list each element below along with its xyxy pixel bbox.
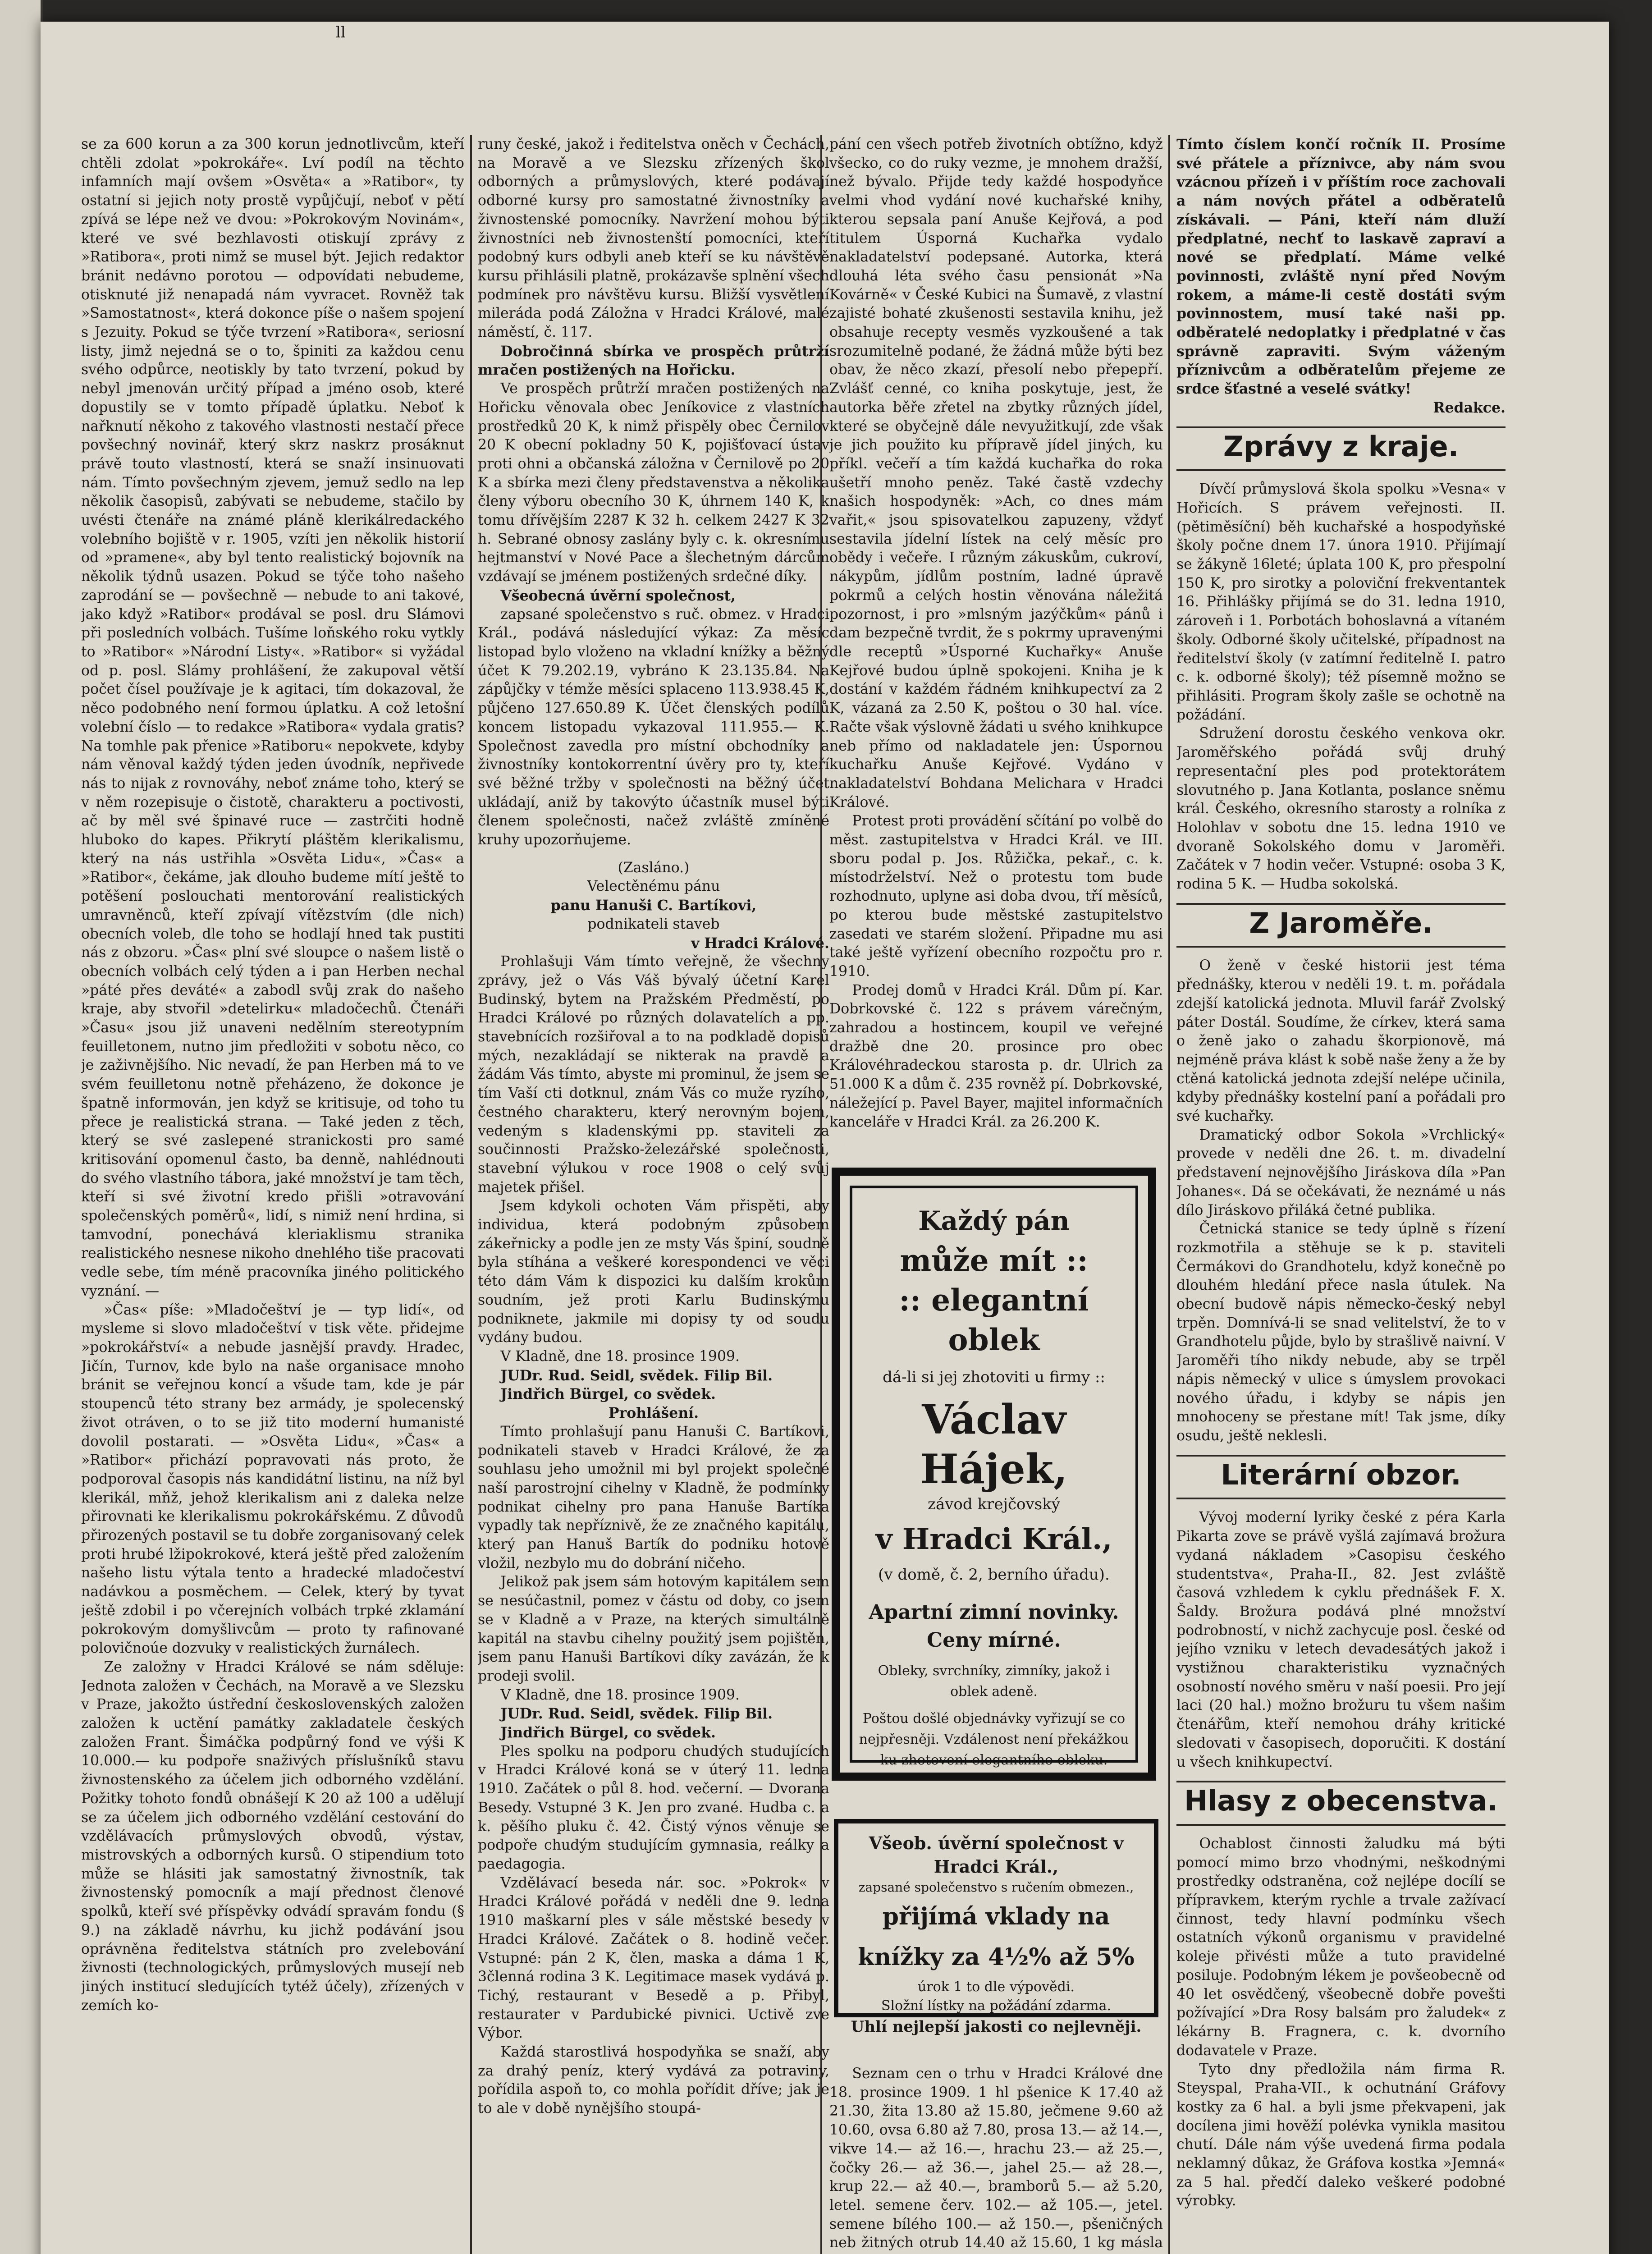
- section-heading: Z Jaroměře.: [1249, 906, 1433, 939]
- column-rule: [1168, 135, 1170, 2254]
- article-paragraph: Prohlašuji Vám tímto veřejně, že všechny zprávy, jež o Vás Váš bývalý účetní Karel Budinský, bytem na Pražském Předměstí, po Hradci Králové po různých dolavatelích a pp. stavebnících rozšiřoval a to na podkladě dopisů mých, nezakládají se nikterak na pravdě a žádám Vás tímto, abyste mi prominul, že jsem se tím Vaší cti dotknul, znám Vás co muže ryzího, čestného charakteru, který nerovným bojem, vedeným s kladenskými pp. staviteli za součinnosti Pražsko-železářské společnosti, stavební výlukou v roce 1908 o celý svůj majetek přišel.: [478, 953, 829, 1196]
- ad-line: Složní lístky na požádání zdarma.: [881, 1998, 1112, 2014]
- ad-line: Každý pán: [918, 1205, 1070, 1236]
- section-heading: Hlasy z obecenstva.: [1184, 1784, 1498, 1818]
- article-paragraph: Dramatický odbor Sokola »Vrchlický« provede v neděli dne 26. t. m. divadelní představení nejnovějšího Jiráskova díla »Pan Johanes«. Dá se očekávati, že neznámé u nás dílo Jiráskovo přiláká četné publika.: [1176, 1127, 1506, 1219]
- article-paragraph: pání cen všech potřeb životních obtížno, když všecko, co do ruky vezme, je mnohem dražší, než bývalo. Přijde tedy každé hospodyňce velmi vhod vydání nové kuchařské knihy, kterou sepsala paní Anuše Kejřová, a pod titulem Úsporná Kuchařka vydalo nakladatelství podepsané. Autorka, která dlouhá léta svého času pensionát »Na Kovárně« v České Kubici na Šumavě, z vlastní zajisté bohaté zkušenosti sestavila knihu, jež obsahuje recepty vesměs vyzkoušené a tak srozumitelně podané, že žádná může býti bez obav, že něco zkazí, přesolí nebo přepepří. Zvlášť cenné, co kniha poskytuje, jest, že autorka běře zřetel na zbytky různých jídel, které se obyčejně dále nevyužitkují, zde však je jich použito ku přípravě jídel jiných, ku příkl. večeří a tím každá kuchařka do roka ušetří mnoho peněz. Také častě vzdechy našich hospodyněk: »Ach, co dnes mám vařit,« jsou spisovatelkou zapuzeny, vždyť sestavila jídelní lístek na celý měsíc pro obědy i večeře. I různým zákuskům, cukroví, nákypům, jídlům postním, ladné úpravě pokrmů a celých hostin věnována náležitá pozornost, i pro »mlsným jazýčkům« pánů i dam bezpečně tvrdit, že s pokrmy upravenými dle receptů »Úsporné Kuchařky« Anuše Kejřové budou úplně spokojeni. Kniha je k dostání v každém řádném knihkupectví za 2 K, vázaná za 2.50 K, poštou o 30 hal. více. Račte však výslovně žádati u svého knihkupce neb přímo od nakladatele jen: Úspornou kuchařku Anuše Kejřové. Vydáno v nakladatelství Bohdana Melichara v Hradci Králové.: [829, 136, 1163, 811]
- article-paragraph: Prodej domů v Hradci Král. Dům pí. Kar. Dobrkovské č. 122 s právem várečným, zahradou a hostincem, koupil ve veřejné dražbě dne 20. prosince pro obec Královéhradeckou starosta p. dr. Ulrich za 51.000 K a dům č. 235 rovněž pí. Dobrkovské, náležející p. Pavel Bayer, majitel informačních kanceláře v Hradci Král. za 26.200 K.: [829, 982, 1163, 1130]
- article-paragraph: Ze založny v Hradci Králové se nám sděluje: Jednota založen v Čechách, na Moravě a ve Slezsku v Praze, jakožto ústřední československých založen založen k uctění památky zakladatele českých založen Frant. Šimáčka podpůrný fond ve výši K 10.000.— ku podpoře snaživých příslušníků stavu živnostenského za účelem jich odborného vzdělání. Požitky tohoto fondů obnášejí K 20 až 100 a udělují se za účelem jich odborného vzdělání cestování do vzdělávacích průmyslových obvodů, výstav, mistrovských a odborných kursů. O stipendium toto může se hlásiti jak samostatný živnostník, tak živnostenský pomocník a mají přednost členové spolků, kteří své příspěvky odvádí spravám fondu (§ 9.) na základě návrhu, ku jichž podávání jsou oprávněna ředitelstva státních pro zvelebování živnosti (technologických, průmyslových musejí neb jiných institucí sledujících tytéž účely), zřízených v zemích ko-: [81, 1658, 464, 2014]
- address-line: v Hradci Králové.: [691, 935, 829, 952]
- article-paragraph: runy české, jakož i ředitelstva oněch v Čechách, na Moravě a ve Slezsku zřízených škol odborných a průmyslových, které podávají odborné kursy pro samostatné živnostníky a živnostenské pomocníky. Navržení mohou býti živnostníci neb živnostenští pomocníci, kteří podobný kurs odbyli aneb kteří se ku návštěvě kursu přihlásili platně, prokázavše splnění všech podmínek pro návštěvu kursu. Bližší vysvětlení mileráda podá Záložna v Hradci Králové, malé náměstí, č. 117.: [478, 136, 829, 341]
- article-paragraph: Každá starostlivá hospodyňka se snaží, aby za drahý peníz, který vydává za potraviny, pořídila aspoň to, co mohla pořídit dříve; jak je to ale v době nynějšího stoupá-: [478, 2044, 829, 2117]
- ad-line: úrok 1 to dle výpovědi.: [917, 1979, 1075, 1995]
- ad-line: :: elegantní: [899, 1283, 1089, 1318]
- column-3: [829, 135, 1163, 1159]
- ad-line: v Hradci Král.,: [875, 1522, 1112, 1556]
- ad-line: zapsané společenstvo s ručením obmezen.,: [858, 1880, 1134, 1895]
- article-paragraph: zapsané společenstvo s ruč. obmez. v Hradci Král., podává následující výkaz: Za měsíc listopad bylo vloženo na vkladní knížky a běžný účet K 79.202.19, vybráno K 23.135.84. Na zápůjčky v témže měsíci splaceno 113.938.45 K, půjčeno 127.650.89 K. Účet členských podílů koncem listopadu vykazoval 111.955.— K. Společnost zavedla pro místní obchodníky a živnostníky kontokorrentní úvěry pro ty, kteří své běžné tržby v společnosti na běžný účet ukládají, aniž by takovýto účastník musel býti členem společnosti, načež zvláště zmíněné kruhy upozorňujeme.: [478, 606, 829, 848]
- ad-line: přijímá vklady na knížky za 4½% až 5%: [858, 1903, 1135, 1971]
- section-rule: [1176, 1824, 1506, 1826]
- section-rule: [1176, 469, 1506, 471]
- page-fold-edge: [0, 0, 43, 2254]
- address-line: podnikateli staveb: [587, 916, 720, 932]
- section-heading: Literární obzor.: [1221, 1458, 1461, 1491]
- article-paragraph: Vzdělávací beseda nár. soc. »Pokrok« v Hradci Králové pořádá v neděli dne 9. ledna 1910 maškarní ples v sále městské besedy v Hradci Králové. Začátek o 8. hodině večer. Vstupné: pán 2 K, člen, maska a dáma 1 K, 3členná rodina 3 K. Legitimace masek vydává p. Tichý, restaurant v Besedě a p. Přibyl, restaurater v Pardubické pivnici. Uctivě zve Výbor.: [478, 1874, 829, 2042]
- article-paragraph: Vývoj moderní lyriky české z péra Karla Pikarta zove se právě vyšlá zajímavá brožura vydaná nákladem »Casopisu českého studentstva«, Praha-II., 82. Jest zvláště časová vzhledem k cyklu přednášek F. X. Šaldy. Brožura podává plné množství podrobností, v nichž zachycuje posl. české od jejího vzniku v letech devadesátých jakož i vystižnou charakteristiku vyznačných osobností nového směru v naší poesii. Pro její laci (20 hal.) možno brožuru tu všem našim čtenářům, kteří nemohou dráhy kritické sledovati v časopisech, doporučiti. K dostání u všech knihkupectví.: [1176, 1509, 1506, 1770]
- article-paragraph: Seznam cen o trhu v Hradci Králové dne 18. prosince 1909. 1 hl pšenice K 17.40 až 21.30, žita 13.80 až 15.80, ječmene 9.60 až 10.60, ovsa 6.80 až 7.80, prosa 13.— až 14.—, vikve 14.— až 16.—, hrachu 23.— až 25.—, čočky 26.— až 36.—, jahel 25.— až 28.—, krup 22.— až 40.—, bramborů 5.— až 5.20, letel. semene červ. 102.— až 105.—, jetel. semene bílého 100.— až 150.—, pšeničných neb žitných otrub 14.40 až 15.60, 1 kg másla: [829, 2066, 1163, 2251]
- ad-line: (v domě, č. 2, berního úřadu).: [878, 1566, 1110, 1584]
- ad-line: Ceny mírné.: [927, 1629, 1061, 1652]
- section-heading: Zprávy z kraje.: [1223, 430, 1459, 463]
- ad-firm-name: Václav Hájek,: [920, 1396, 1068, 1493]
- signature-line: Jindřich Bürgel, co svědek.: [500, 1386, 716, 1403]
- article-paragraph: Ochablost činnosti žaludku má býti pomocí mimo brzo vhodnými, neškodnými prostředky odstraněna, což nejlépe docílí se přípravkem, kterým rychle a trvale zažívací činnost, tedy hlavní podmínku všech ostatních výkonů organismu v pravidelné koleje přivésti může a tuto pravidelné posiluje. Podobným lékem je povšeobecně od 40 let osvědčený, všeobecně dobře povešti požívající »Dra Rosy balsám pro žaludek« z lékárny B. Fragnera, c. k. dvorního dodavatele v Praze.: [1176, 1835, 1506, 2059]
- article-paragraph: Četnická stanice se tedy úplně s řízení rozkmotřila a stěhuje se k p. staviteli Čermákovi do Grandhotelu, když konečně po dlouhém hledání přece nasla útulek. Na obecní budově nápis německo-český nebyl trpěn. Domnívá-li se snad velitelství, že to v Grandhotelu půjde, bylo by strašlivě naivní. V Jaroměři tího nikdy nebude, aby se trpěl nápis německý v ulice s úmyslem provokaci nového úřadu, i kdyby se nápis jen mnohoceny se přestane mít! Tak jsme, díky osudu, ještě neklesli.: [1176, 1221, 1506, 1444]
- article-paragraph: O ženě v české historii jest téma přednášky, kterou v neděli 19. t. m. pořádala zdejší katolická jednota. Mluvil farář Zvolský páter Dostál. Soudíme, že církev, která sama o ženě jako o zahadu škorpionově, má nejméně práva klást k sobě naše ženy a že by ctěná katolická jednota zdejší nelépe učinila, kdyby přednášky kostelní paní a pořádali pro své kuchařky.: [1176, 957, 1506, 1125]
- section-rule: [1176, 1781, 1506, 1782]
- address-line: Velectěnému pánu: [587, 878, 720, 895]
- date-line: V Kladně, dne 18. prosince 1909.: [500, 1686, 740, 1703]
- column-1: [81, 135, 464, 2254]
- article-paragraph: Sdružení dorostu českého venkova okr. Jaroměřského pořádá svůj druhý representační ples pod protektorátem slovutného p. Jana Kotlanta, poslance sněmu král. Českého, okresního starosty a rolníka z Holohlav v sobotu dne 15. ledna 1910 ve dvoraně Sokolského domu v Jaroměři. Začátek v 7 hodin večer. Vstupné: osoba 3 K, rodina 5 K. — Hudba sokolská.: [1176, 725, 1506, 893]
- article-paragraph: »Čas« píše: »Mladočeštví je — typ lidí«, od mysleme si slovo mladočeštví v tisk věte. přidejme »pokrokářství« a nebude jasnější pravdy. Hradec, Jičín, Turnov, kde bylo na naše organisace mnoho bránit se veřejnou koncí a všude tam, kde je pár stoupenců této strany bez armády, je spolecenský život otráven, o to se již tito moderní humanisté dovolil postarati. — »Osvěta Lidu«, »Čas« a »Ratibor« přichází popravovati nás proto, že podporoval časopis nás kandidátní listinu, na níž byl klerikál, mňž, jehož klerikalism ani z daleka nelze přirovnati ke klerikalismu pokrokářskému. Z důvodů přirozených postavil se tu dobře zorganisovaný celek proti hrubé lžipokrokové, která ještě před založením našeho listu výtala tento a hradecké mladočeství nadávkou a posměchem. — Celek, který by tyvat ještě zdobil i po včerejních volbách trpké zklamání pokrokovým domyšlivcům — proto ty rafinované polovičnoúe dozvuky v realistických žurnálech.: [81, 1301, 464, 1657]
- article-paragraph: Dívčí průmyslová škola spolku »Vesna« v Hořicích. S právem veřejnosti. II. (pětiměsíční) běh kuchařské a hospodyňské školy počne dnem 17. února 1910. Přijímají se žákyně 16leté; úplata 100 K, pro přespolní 150 K, pro sirotky a poloviční frekventantek 16. Přihlášky přijímá se do 31. ledna 1910, zároveň i 1. Porbotách bohoslavná a vítaném školy. Odborné školy učitelské, případnost na ředitelství školy (v zatímní ředitelně I. patro c. k. odborné školy); též písemně možno se přihlásiti. Program školy zašle se ochotně na požádání.: [1176, 481, 1506, 723]
- ad-line: Všeob. úvěrní společnost v Hradci Král.,: [869, 1833, 1124, 1877]
- article-paragraph: Protest proti provádění sčítání po volbě do měst. zastupitelstva v Hradci Král. ve III. sboru podal p. Jos. Růžička, pekař., c. k. místodrželství. Než o protestu tom bude rozhodnuto, uplyne asi doba dvou, tří měsíců, po kterou bude městské zastupitelstvo zasedati ve starém složení. Připadne mu asi také ještě vyřízení obecního rozpočtu pro r. 1910.: [829, 813, 1163, 980]
- address-line: panu Hanuši C. Bartíkovi,: [550, 897, 757, 914]
- article-paragraph: Ve prospěch průtrží mračen postižených na Hořicku věnovala obec Jeníkovice z vlastních prostředků 20 K, k nimž přispěly obec Černilov 20 K obecní pokladny 50 K, pojišťovací ústav proti ohni a občanská záložna v Černilově po 20 K a sbírka mezi členy představenstva a několika členy výboru obecního 30 K, úhrnem 140 K, k tomu dřívějším 2287 K 32 h. celkem 2427 K 32 h. Sebrané obnosy zaslány byly c. k. okresnímu hejtmanství v Nové Pace a šlechetným dárcům vzdávají se jménem postižených srdečné díky.: [478, 380, 829, 585]
- section-label: (Zasláno.): [618, 859, 690, 876]
- column-3-market-prices: [829, 2065, 1163, 2254]
- article-paragraph: Tímto prohlašují panu Hanuši C. Bartíkovi, podnikateli staveb v Hradci Králové, že za souhlasu jeho umožnil mi byl projekt společné naší parostrojní cihelny v Kladně, že podmínky podnikat cihelny pro pana Hanuše Bartíka vypadly tak nepříznivě, že ze značného kapitálu, který pan Hanuš Bartík do podniku hotově vložil, nezbylo mu do dobrání ničeho.: [478, 1423, 829, 1571]
- article-paragraph: Jsem kdykoli ochoten Vám přispěti, aby individua, která podobným způsobem zákeřnicky a podle jen ze msty Vás špiní, soudně byla stíhána a veškeré korespondenci ve věci této dám Vám k dispozici ku dalším krokům soudním, jež proti Karlu Budinskýmu podniknete, jakmile mi dopisy ty od soudu vydány budou.: [478, 1198, 829, 1346]
- section-rule: [1176, 1498, 1506, 1499]
- article-heading: Všeobecná úvěrní společnost,: [500, 587, 736, 604]
- section-rule: [1176, 903, 1506, 905]
- ad-line: Apartní zimní novinky.: [869, 1601, 1119, 1624]
- editorial-notice: Tímto číslem končí ročník II. Prosíme své přátele a příznivce, aby nám svou vzácnou přízeň i v příštím roce zachovali a nám nových přátel a odběratelů získávali. — Páni, kteří nám dluží předplatné, nechť to laskavě zapraví a nové se předplatí. Máme velké povinnosti, zvláště nyní před Novým rokem, a máme-li cestě dostáti svým povinnostem, musí také naši pp. odběratelé nedoplatky i předplatné v čas správně zapraviti. Svým váženým příznivcům a odběratelům přejeme ze srdce šťastné a veselé svátky!: [1176, 136, 1506, 398]
- signature-line: Jindřich Bürgel, co svědek.: [500, 1724, 716, 1741]
- editorial-signature: Redakce.: [1433, 399, 1506, 416]
- article-paragraph: se za 600 korun a za 300 korun jednotlivcům, kteří chtěli zdolat »pokrokáře«. Lví podíl na těchto infamních mají ovšem »Osvěta« a »Ratibor«, ty ostatní si jejich noty prostě vypůjčují, neboť v pětí zpívá se lépe než ve dvou: »Pokrokovým Novinám«, které ve své bezhlavosti otiskují zprávy z »Ratibora«, proti nimž se musel být. Jejich redaktor bránit nedávno porotou — odpovídati nebudeme, otisknuté již nenapadá nám vyvracet. Rovněž tak »Samostatnost«, která dokonce píše o našem spojení s Jezuity. Pokud se týče tvrzení »Ratibora«, seriosní listy, jimž nejedná se o to, špiniti za každou cenu svého odpůrce, neotiskly by tato tvrzení, pokud by nebyl jmenován určitý případ a jméno osob, které dopustily se v tomto případě úplatku. Neboť k nařknutí někoho z takového vlastnosti nestačí přece povšechný novinář, který skrz naskrz prosáknut právě touto vlastností, která se snaží insinuovati nám. Tímto povšechným zjevem, jemuž sedlo na lep několik časopisů, zabývati se nebudeme, stačilo by uvésti čtenáře na známé pláně klerikálredackého volebního bojiště v r. 1905, vzíti jen několik historií od »pramene«, aby byl tento realistický bojovník na několik týdnů usazen. Pokud se týče toho našeho zaprodání se — povšechně — nebude to ani takové, jako když »Ratibor« prodával se posl. dru Slámovi při posledních volbách. Tušíme loňského roku vytkly to »Ratibor« »Národní Listy«. »Ratibor« si vyžádal od p. posl. Slámy prohlášení, že zakupoval větší počet čísel používaje je k agitaci, tím dokazoval, že něco podobného není formou úplatku. A což letošní volební číslo — to redakce »Ratibora« vydala gratis? Na tomhle pak přenice »Ratiboru« nepokvete, kdyby nám věnoval každý týden jeden úvodník, nepřivede nás to nijak z rovnováhy, neboť známe toho, který se v něm rozepisuje o čistotě, charakteru a poctivosti, ač by měl své špinavé ruce — zastrčiti hodně hluboko do kapes. Přikrytí pláštěm klerikalismu, který na nás ustřihla »Osvěta Lidu«, »Čas« a »Ratibor«, čekáme, jak dlouho budeme mítí ještě to potěšení poslouchati mentorování realistických umravněnců, kteří zpívají vítězstvím (dle nich) obecních voleb, dle toho se hodlají hned tak pustiti nás z obzoru. »Čas« plní své sloupce o našem listě o obecních volbách celý týden a i pan Herben nechal »páté přes deváté« a zabodl svůj zrak do našeho kraje, aby stvořil »detelirku« mladočechů. Čtenáři »Času« jsou již unaveni nedělním stereotypním feuilletonem, nutno jim předložiti v sobotu něco, co je zaživnějšího. Nic nevadí, že pan Herben má to ve svém feuilletonu notně přeházeno, že dokonce je špatně informován, jen když se kritisuje, od toho tu přece je realistická strana. — Také jeden z těch, který se své zaslepené stranickosti pro samé kritisování opomenul často, ba denně, nahlédnouti do svého vlastního tábora, jaké množství je tam těch, kteří si své životní kredo přišli »otravování společenských poměrů«, lidí, s nimiž není hrdina, si tamvodní, ponechává kleriaklismu stranika realistického nesnese nikoho dnehlého tiše pracovati vedle sebe, tím méně pracovníka jiného politického vyznání. —: [81, 136, 464, 1299]
- ad-line: Obleky, svrchníky, zimníky, jakož i oblek adeně.: [878, 1663, 1110, 1700]
- section-rule: [1176, 426, 1506, 428]
- article-heading: Prohlášení.: [608, 1405, 699, 1422]
- article-paragraph: Ples spolku na podporu chudých studujících v Hradci Králové koná se v úterý 11. ledna 1910. Začátek o půl 8. hod. večerní. — Dvorana Besedy. Vstupné 3 K. Jen pro zvané. Hudba c. a k. pěšího pluku č. 42. Čistý výnos věnuje se podpoře chudým studujícím gymnasia, reálky a paedagogia.: [478, 1743, 829, 1872]
- article-heading: Dobročinná sbírka ve prospěch průtrží mračen postižených na Hořicku.: [478, 343, 829, 379]
- date-line: V Kladně, dne 18. prosince 1909.: [500, 1348, 740, 1365]
- section-rule: [1176, 1455, 1506, 1457]
- ad-line: může mít ::: [900, 1243, 1088, 1278]
- section-rule: [1176, 946, 1506, 948]
- tailor-advertisement: [832, 1168, 1156, 1781]
- page-marker: ll: [336, 23, 346, 41]
- article-paragraph: Tyto dny předložila nám firma R. Steyspal, Praha-VII., k ochutnání Gráfovy kostky za 6 hal. a byli jsme překvapeni, jak docílena jimi hověží polévka vynikla masitou chutí. Dále nám výše uvedená firma podala neklamný důkaz, že Gráfova kostka »Jemná« za 5 hal. předčí daleko veškeré podobné výrobky.: [1176, 2061, 1506, 2209]
- ad-line: oblek: [948, 1322, 1040, 1357]
- ad-line: Uhlí nejlepší jakosti co nejlevněji.: [851, 2018, 1142, 2036]
- column-rule: [470, 135, 472, 2254]
- ad-line: závod krejčovský: [928, 1495, 1060, 1513]
- column-4: [1176, 135, 1506, 2254]
- ad-line: Poštou došlé objednávky vyřizují se co nejpřesněji. Vzdálenost není překážkou ku zhotovení elegantního obleku.: [859, 1711, 1129, 1768]
- ad-line: dá-li si jej zhotoviti u firmy ::: [883, 1368, 1105, 1386]
- article-paragraph: Jelikož pak jsem sám hotovým kapitálem sem se nesúčastnil, pomez v částu od doby, co jsem se v Kladně a v Praze, na kterých simultálně kapitál na stavbu cihelny použitý jsem pojištěn, jsem panu Hanuši Bartíkovi díky zavázán, že k prodeji svolil.: [478, 1574, 829, 1684]
- credit-society-advertisement: [834, 1819, 1158, 2036]
- signature-line: JUDr. Rud. Seidl, svědek. Filip Bil.: [500, 1367, 773, 1384]
- signature-line: JUDr. Rud. Seidl, svědek. Filip Bil.: [500, 1705, 773, 1723]
- column-2: [478, 135, 829, 2254]
